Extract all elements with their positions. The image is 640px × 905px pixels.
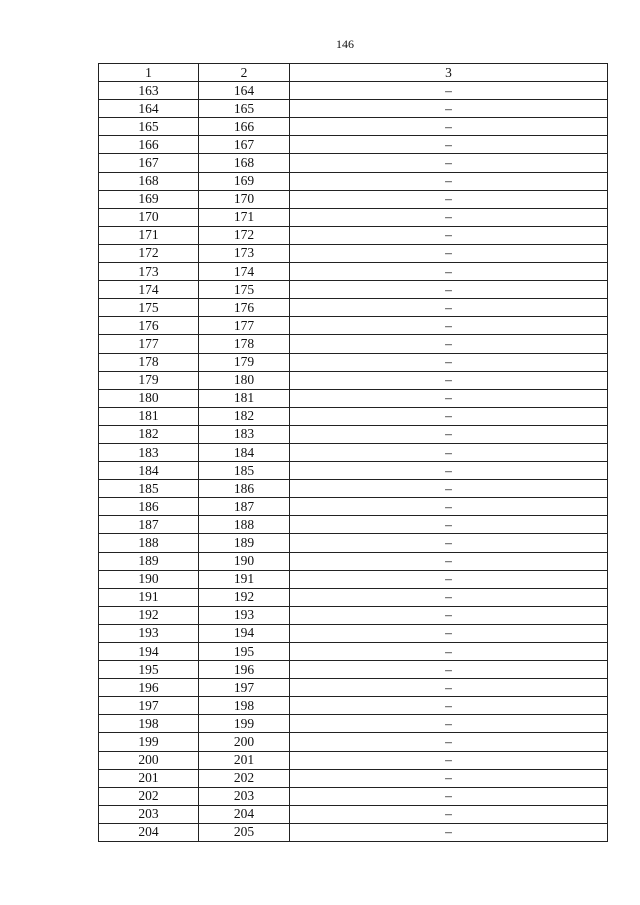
column-header-1: 1 xyxy=(99,64,199,82)
table-row xyxy=(99,226,608,244)
table-cell-col1: 177 xyxy=(99,335,199,353)
table-row xyxy=(99,190,608,208)
table-cell-col3: – xyxy=(290,208,608,226)
table-cell-col2: 172 xyxy=(199,226,290,244)
table-cell-col1: 172 xyxy=(99,244,199,262)
table-row xyxy=(99,643,608,661)
table-row xyxy=(99,733,608,751)
table-cell-col3: – xyxy=(290,100,608,118)
table-cell-col3: – xyxy=(290,606,608,624)
table-row xyxy=(99,606,608,624)
table-row xyxy=(99,244,608,262)
table-row xyxy=(99,570,608,588)
table-cell-col1: 204 xyxy=(99,823,199,841)
table-cell-col2: 173 xyxy=(199,244,290,262)
table-row xyxy=(99,715,608,733)
table-cell-col1: 170 xyxy=(99,208,199,226)
table-cell-col2: 196 xyxy=(199,661,290,679)
table-cell-col3: – xyxy=(290,172,608,190)
table-cell-col2: 197 xyxy=(199,679,290,697)
table-row xyxy=(99,751,608,769)
table-cell-col2: 181 xyxy=(199,389,290,407)
table-cell-col1: 193 xyxy=(99,624,199,642)
table-cell-col2: 165 xyxy=(199,100,290,118)
table-cell-col3: – xyxy=(290,353,608,371)
table-cell-col2: 193 xyxy=(199,606,290,624)
table-cell-col3: – xyxy=(290,823,608,841)
table-cell-col2: 183 xyxy=(199,425,290,443)
table-cell-col1: 165 xyxy=(99,118,199,136)
table-cell-col2: 176 xyxy=(199,299,290,317)
table-row xyxy=(99,281,608,299)
table-cell-col3: – xyxy=(290,136,608,154)
table-row xyxy=(99,480,608,498)
table-cell-col3: – xyxy=(290,624,608,642)
table-cell-col2: 191 xyxy=(199,570,290,588)
table-cell-col3: – xyxy=(290,588,608,606)
table-row xyxy=(99,462,608,480)
table-cell-col3: – xyxy=(290,643,608,661)
table-row xyxy=(99,82,608,100)
table-cell-col1: 169 xyxy=(99,190,199,208)
table-cell-col2: 177 xyxy=(199,317,290,335)
table-cell-col2: 182 xyxy=(199,407,290,425)
table-cell-col1: 167 xyxy=(99,154,199,172)
table-cell-col1: 199 xyxy=(99,733,199,751)
table-row xyxy=(99,407,608,425)
table-cell-col1: 201 xyxy=(99,769,199,787)
table-cell-col1: 192 xyxy=(99,606,199,624)
table-cell-col2: 167 xyxy=(199,136,290,154)
table-cell-col2: 188 xyxy=(199,516,290,534)
table-cell-col1: 185 xyxy=(99,480,199,498)
table-cell-col1: 174 xyxy=(99,281,199,299)
table-cell-col3: – xyxy=(290,371,608,389)
table-cell-col2: 168 xyxy=(199,154,290,172)
table-row xyxy=(99,353,608,371)
table-cell-col2: 199 xyxy=(199,715,290,733)
table-cell-col3: – xyxy=(290,407,608,425)
table-cell-col3: – xyxy=(290,226,608,244)
table-cell-col1: 190 xyxy=(99,570,199,588)
table-cell-col3: – xyxy=(290,263,608,281)
table-header xyxy=(99,64,608,82)
table-row xyxy=(99,787,608,805)
table-cell-col2: 179 xyxy=(199,353,290,371)
table-row xyxy=(99,697,608,715)
table-cell-col2: 202 xyxy=(199,769,290,787)
data-table xyxy=(98,63,608,842)
table-row xyxy=(99,154,608,172)
table-cell-col2: 189 xyxy=(199,534,290,552)
table-row xyxy=(99,588,608,606)
table-cell-col2: 200 xyxy=(199,733,290,751)
table-cell-col1: 173 xyxy=(99,263,199,281)
table-cell-col1: 180 xyxy=(99,389,199,407)
table-cell-col2: 170 xyxy=(199,190,290,208)
table-row xyxy=(99,661,608,679)
table-cell-col2: 187 xyxy=(199,498,290,516)
table-row xyxy=(99,263,608,281)
table-cell-col1: 175 xyxy=(99,299,199,317)
table-cell-col3: – xyxy=(290,389,608,407)
table-cell-col3: – xyxy=(290,425,608,443)
table-cell-col1: 182 xyxy=(99,425,199,443)
table-row xyxy=(99,172,608,190)
table-row xyxy=(99,425,608,443)
table-cell-col3: – xyxy=(290,480,608,498)
table-row xyxy=(99,443,608,461)
table-cell-col2: 198 xyxy=(199,697,290,715)
table-cell-col1: 198 xyxy=(99,715,199,733)
table-row xyxy=(99,118,608,136)
table-cell-col1: 188 xyxy=(99,534,199,552)
table-cell-col1: 166 xyxy=(99,136,199,154)
table-cell-col3: – xyxy=(290,299,608,317)
table-cell-col2: 166 xyxy=(199,118,290,136)
table-row xyxy=(99,299,608,317)
table-cell-col1: 195 xyxy=(99,661,199,679)
table-cell-col3: – xyxy=(290,317,608,335)
table-cell-col3: – xyxy=(290,570,608,588)
table-cell-col3: – xyxy=(290,82,608,100)
table-cell-col3: – xyxy=(290,462,608,480)
table-cell-col1: 189 xyxy=(99,552,199,570)
table-cell-col1: 186 xyxy=(99,498,199,516)
table-row xyxy=(99,534,608,552)
table-cell-col3: – xyxy=(290,552,608,570)
table-cell-col2: 175 xyxy=(199,281,290,299)
table-cell-col3: – xyxy=(290,679,608,697)
table-row xyxy=(99,100,608,118)
table-row xyxy=(99,805,608,823)
table-cell-col3: – xyxy=(290,769,608,787)
table-row xyxy=(99,552,608,570)
table-cell-col3: – xyxy=(290,516,608,534)
table-cell-col1: 203 xyxy=(99,805,199,823)
table-cell-col1: 183 xyxy=(99,443,199,461)
table-cell-col2: 169 xyxy=(199,172,290,190)
table-row xyxy=(99,371,608,389)
table-body xyxy=(99,82,608,842)
table-cell-col3: – xyxy=(290,534,608,552)
table-cell-col3: – xyxy=(290,751,608,769)
table-cell-col2: 180 xyxy=(199,371,290,389)
table-cell-col3: – xyxy=(290,733,608,751)
table-cell-col3: – xyxy=(290,715,608,733)
table-cell-col3: – xyxy=(290,335,608,353)
table-cell-col3: – xyxy=(290,118,608,136)
table-cell-col2: 174 xyxy=(199,263,290,281)
table-cell-col2: 203 xyxy=(199,787,290,805)
table-cell-col2: 194 xyxy=(199,624,290,642)
table-cell-col2: 192 xyxy=(199,588,290,606)
table-row xyxy=(99,317,608,335)
table-cell-col1: 202 xyxy=(99,787,199,805)
table-row xyxy=(99,389,608,407)
table-cell-col3: – xyxy=(290,190,608,208)
column-header-2: 2 xyxy=(199,64,290,82)
table-cell-col1: 181 xyxy=(99,407,199,425)
table-cell-col1: 191 xyxy=(99,588,199,606)
table-cell-col1: 187 xyxy=(99,516,199,534)
table-cell-col3: – xyxy=(290,787,608,805)
table-cell-col1: 163 xyxy=(99,82,199,100)
page-number: 146 xyxy=(336,37,354,51)
table-cell-col1: 200 xyxy=(99,751,199,769)
table-cell-col2: 205 xyxy=(199,823,290,841)
table-row xyxy=(99,516,608,534)
table-row xyxy=(99,208,608,226)
table-cell-col3: – xyxy=(290,154,608,172)
table-cell-col3: – xyxy=(290,697,608,715)
table-cell-col2: 171 xyxy=(199,208,290,226)
table-cell-col3: – xyxy=(290,443,608,461)
table-row xyxy=(99,823,608,841)
table-cell-col3: – xyxy=(290,244,608,262)
table-row xyxy=(99,624,608,642)
table-row xyxy=(99,335,608,353)
table-cell-col2: 184 xyxy=(199,443,290,461)
table-cell-col1: 196 xyxy=(99,679,199,697)
table-cell-col2: 195 xyxy=(199,643,290,661)
table-row xyxy=(99,136,608,154)
table-row xyxy=(99,679,608,697)
table-cell-col2: 185 xyxy=(199,462,290,480)
table-cell-col1: 171 xyxy=(99,226,199,244)
table-cell-col3: – xyxy=(290,805,608,823)
table-cell-col1: 176 xyxy=(99,317,199,335)
table-cell-col1: 179 xyxy=(99,371,199,389)
table-cell-col2: 164 xyxy=(199,82,290,100)
table-cell-col2: 190 xyxy=(199,552,290,570)
table-cell-col3: – xyxy=(290,281,608,299)
table-cell-col2: 201 xyxy=(199,751,290,769)
header-row xyxy=(99,64,608,82)
table-cell-col3: – xyxy=(290,661,608,679)
table-cell-col2: 204 xyxy=(199,805,290,823)
table-cell-col2: 186 xyxy=(199,480,290,498)
table-cell-col2: 178 xyxy=(199,335,290,353)
table-row xyxy=(99,498,608,516)
table-row xyxy=(99,769,608,787)
table-cell-col1: 184 xyxy=(99,462,199,480)
table-cell-col3: – xyxy=(290,498,608,516)
table-cell-col1: 194 xyxy=(99,643,199,661)
table-cell-col1: 197 xyxy=(99,697,199,715)
table-cell-col1: 178 xyxy=(99,353,199,371)
table-cell-col1: 168 xyxy=(99,172,199,190)
column-header-3: 3 xyxy=(290,64,608,82)
table-cell-col1: 164 xyxy=(99,100,199,118)
